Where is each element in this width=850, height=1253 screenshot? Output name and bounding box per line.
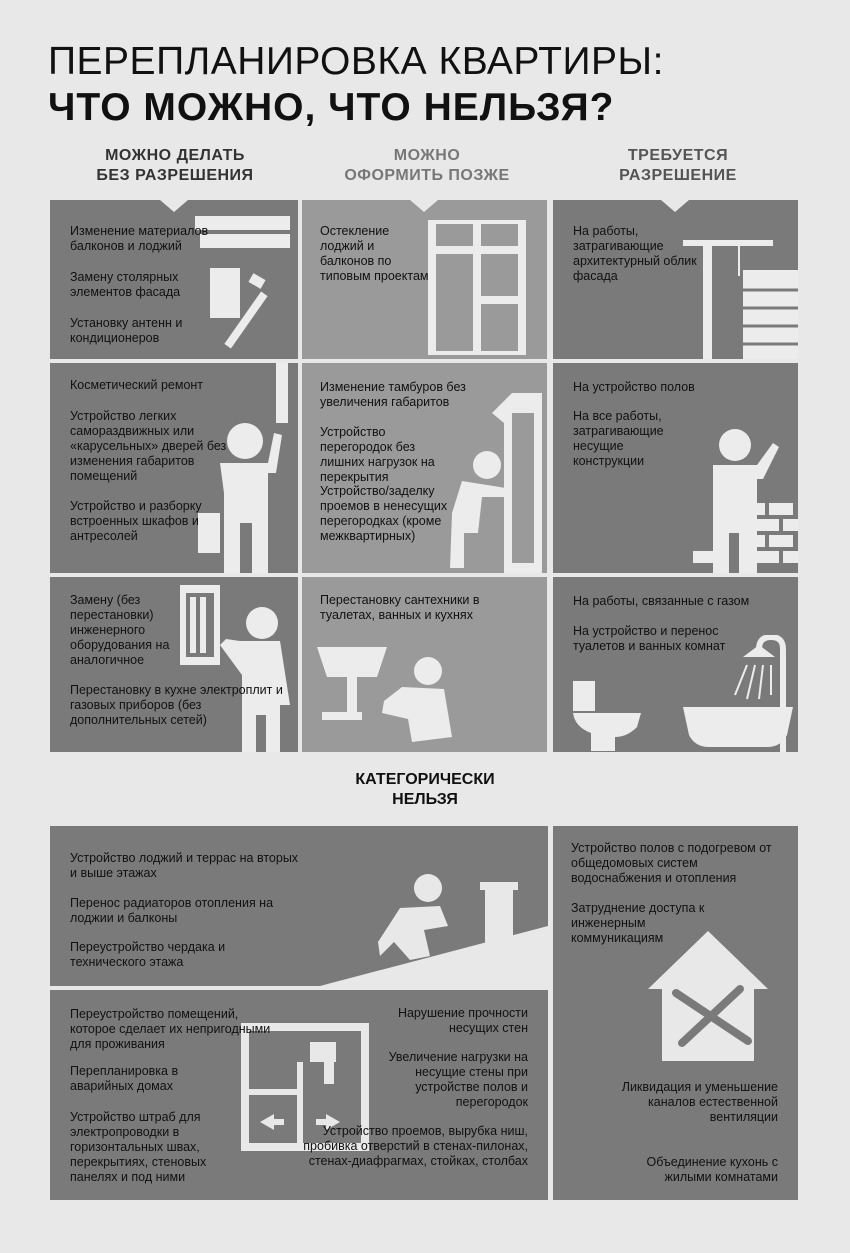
cell-r3c2 — [302, 577, 547, 752]
page-title-line2: ЧТО МОЖНО, ЧТО НЕЛЬЗЯ? — [48, 86, 615, 129]
column-header-line: БЕЗ РАЗРЕШЕНИЯ — [96, 167, 254, 184]
cell-text: Перенос радиаторов отопления на лоджии и балконы — [70, 896, 274, 925]
cell-text: Затруднение доступа к инженерным коммуникациям — [571, 901, 705, 945]
forbidden-right — [553, 826, 798, 1200]
column-header-permission — [553, 146, 803, 186]
cell-r3c3 — [553, 577, 798, 752]
cell-r1c2 — [302, 200, 547, 359]
door-worker-icon — [442, 393, 547, 573]
cell-text: Изменение материалов балконов и лоджий — [70, 224, 209, 253]
cell-text: На устройство и перенос туалетов и ванных комнат — [573, 624, 726, 653]
cell-r1c3 — [553, 200, 798, 359]
forbidden-header-line: КАТЕГОРИЧЕСКИ — [355, 771, 495, 788]
cell-r2c2 — [302, 363, 547, 573]
forbidden-header-line: НЕЛЬЗЯ — [392, 791, 458, 808]
header-notch — [410, 200, 438, 212]
window-icon — [427, 220, 527, 355]
page-title-line1: ПЕРЕПЛАНИРОВКА КВАРТИРЫ: — [48, 40, 664, 83]
cell-text: Переустройство помещений, которое сделает их непригодными для проживания — [70, 1007, 271, 1051]
cell-text: Устройство перегородок без лишних нагрузок на перекрытия — [320, 425, 435, 484]
cell-text: На работы, затрагивающие архитектурный облик фасада — [573, 224, 697, 283]
cell-text: На устройство полов — [573, 380, 695, 394]
cell-text: Остекление лоджий и балконов по типовым проектам — [320, 224, 429, 283]
cell-text: Устройство штраб для электропроводки в горизонтальных швах, перекрытиях, стеновых панелях и под ними — [70, 1110, 207, 1184]
roof-worker-icon — [320, 856, 548, 986]
column-header-line: ОФОРМИТЬ ПОЗЖЕ — [344, 167, 510, 184]
cell-text: Устройство проемов, вырубка ниш, пробивка отверстий в стенах-пилонах, стенах-диафрагмах, стойках, столбах — [303, 1124, 528, 1168]
cell-r2c1 — [50, 363, 298, 573]
cell-text: Устройство лоджий и террас на вторых и выше этажах — [70, 851, 299, 880]
column-header-line: РАЗРЕШЕНИЕ — [619, 167, 737, 184]
cell-r3c1 — [50, 577, 298, 752]
forbidden-header — [330, 770, 520, 810]
forbidden-bottom-left — [50, 990, 548, 1200]
cell-text: Перестановку в кухне электроплит и газовых приборов (без дополнительных сетей) — [70, 683, 283, 727]
cell-text: Перепланировка в аварийных домах — [70, 1064, 179, 1093]
house-tools-icon — [648, 931, 768, 1061]
cell-text: На работы, связанные с газом — [573, 594, 750, 608]
column-header-line: МОЖНО ДЕЛАТЬ — [105, 147, 245, 164]
cell-text: Устройство полов с подогревом от общедомовых систем водоснабжения и отопления — [571, 841, 772, 885]
cell-text: Нарушение прочности несущих стен — [397, 1006, 528, 1035]
forbidden-top-left — [50, 826, 548, 986]
header-notch — [160, 200, 188, 212]
plumber-icon — [312, 627, 472, 747]
cell-text: Увеличение нагрузки на несущие стены при устройстве полов и перегородок — [388, 1050, 528, 1109]
cell-text: Косметический ремонт — [70, 378, 204, 392]
cell-text: Замену (без перестановки) инженерного оборудования на аналогичное — [70, 593, 170, 667]
cell-text: Объединение кухонь с жилыми комнатами — [646, 1155, 778, 1184]
header-notch — [661, 200, 689, 212]
cell-text: Устройство легких самораздвижных или «карусельных» дверей без изменения габаритов помещений — [70, 409, 227, 483]
column-header-line: МОЖНО — [393, 147, 461, 164]
column-header-no-permission — [50, 146, 300, 186]
cell-text: Устройство и разборку встроенных шкафов и антресолей — [70, 499, 202, 543]
cell-text: Установку антенн и кондиционеров — [70, 316, 183, 345]
cell-text: Переустройство чердака и технического этажа — [70, 940, 226, 969]
cell-text: Устройство/заделку проемов в ненесущих перегородках (кроме межквартирных) — [320, 484, 448, 543]
toilet-icon — [571, 681, 643, 751]
cell-text: Перестановку сантехники в туалетах, ванных и кухнях — [320, 593, 480, 622]
cell-text: Замену столярных элементов фасада — [70, 270, 181, 299]
cell-text: Изменение тамбуров без увеличения габаритов — [320, 380, 466, 409]
column-header-later — [302, 146, 552, 186]
cell-text: Ликвидация и уменьшение каналов естественной вентиляции — [621, 1080, 778, 1124]
bricklayer-icon — [693, 423, 798, 573]
column-header-line: ТРЕБУЕТСЯ — [627, 147, 729, 164]
cell-r2c3 — [553, 363, 798, 573]
cell-text: На все работы, затрагивающие несущие конструкции — [573, 409, 664, 468]
cell-r1c1 — [50, 200, 298, 359]
